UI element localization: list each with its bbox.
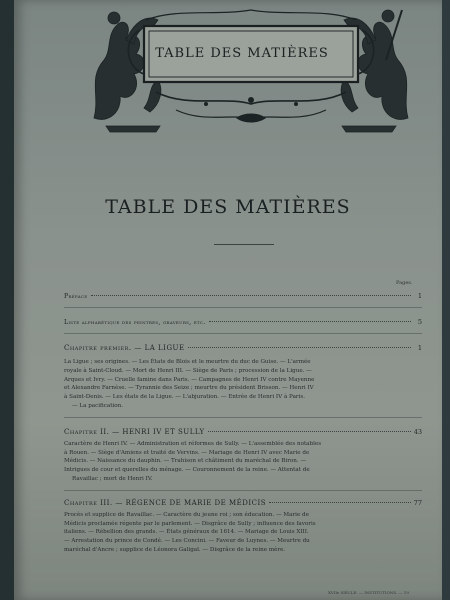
toc-separator: [64, 490, 422, 491]
chapter-summary: [64, 358, 422, 411]
page-footer: XVIIe SIÈCLE. — INSTITUTIONS. — 19: [328, 590, 409, 595]
pages-column-label: Pages.: [396, 280, 413, 286]
toc-page-number: 1: [417, 292, 422, 300]
page-title: TABLE DES MATIÈRES: [105, 196, 351, 218]
chapter-summary: [64, 511, 422, 555]
toc-chapter[interactable]: [64, 344, 422, 411]
chapter-summary: [64, 440, 422, 484]
title-divider: [214, 244, 274, 245]
summary-line: Arques et Ivry. — Cruelle famine dans Paris. — Campagnes de Henri IV contre Mayenne: [64, 376, 315, 383]
summary-line: à Saint-Denis. — Les états de la Ligue. — L'abjuration. — Entrée de Henri IV à Paris.: [64, 394, 306, 401]
toc-page-number: 1: [417, 344, 422, 352]
dot-leader: [269, 502, 411, 503]
summary-line: Médicis. — Naissance du dauphin. — Trahison et châtiment du maréchal de Biron. —: [64, 458, 307, 465]
book-page: [14, 0, 442, 600]
dot-leader: [91, 295, 412, 296]
summary-line: et Alexandre Farnèse. — Tyrannie des Seize ; meurtre du président Brisson. — Henri IV: [64, 385, 314, 392]
summary-line: italiens. — Rébellion des grands. — États généraux de 1614. — Mariage de Louis XIII.: [64, 529, 309, 536]
summary-line: maréchal d'Ancre ; supplice de Léonora Galigaï. — Disgrâce de la reine mère.: [64, 546, 286, 553]
toc-page-number: 77: [413, 498, 422, 507]
toc-entry-title: Liste alphabétique des peintres, graveurs, etc.: [64, 319, 206, 326]
toc-separator: [64, 307, 422, 308]
summary-line: Médicis proclamée régente par le parlement. — Disgrâce de Sully ; influence des favoris: [64, 520, 316, 527]
summary-line: La Ligue ; ses origines. — Les États de Blois et le meurtre du duc de Guise. — L'armée: [64, 359, 311, 365]
toc-separator: [64, 417, 422, 418]
vignette-title: TABLE DES MATIÈRES: [155, 45, 329, 61]
toc-separator: [64, 333, 422, 334]
book-spine: [0, 0, 14, 600]
dot-leader: [208, 431, 411, 432]
toc-chapter[interactable]: [64, 428, 422, 484]
chapter-title: Chapitre premier. — LA LIGUE: [64, 344, 185, 352]
summary-line: à Rouen. — Siège d'Amiens et traité de Vervins. — Mariage de Henri IV avec Marie de: [64, 449, 310, 456]
summary-line: — Arrestation du prince de Condé. — Les Concini. — Faveur de Luynes. — Meurtre du: [64, 538, 310, 545]
summary-line: royale à Saint-Cloud. — Mort de Henri III. — Siège de Paris ; procession de la Ligue. —: [64, 367, 312, 374]
chapter-title: Chapitre II. — HENRI IV ET SULLY: [64, 427, 205, 436]
summary-line: — La pacification.: [72, 402, 124, 409]
summary-line: Caractère de Henri IV. — Administration et réformes de Sully. — L'assemblée des notables: [64, 440, 322, 447]
summary-line: Procès et supplice de Ravaillac. — Caractère du jeune roi ; son éducation. — Marie de: [64, 511, 309, 518]
summary-line: Intrigues de cour et querelles du ménage. — Couronnement de la reine. — Attentat de: [64, 467, 310, 474]
summary-line: Ravaillac ; mort de Henri IV.: [72, 475, 153, 482]
toc-entry[interactable]: [64, 292, 422, 301]
dot-leader: [188, 347, 411, 348]
toc-entry[interactable]: [64, 318, 422, 327]
dot-leader: [209, 321, 411, 322]
toc-page-number: 5: [417, 318, 422, 326]
toc-entry-title: Préface: [64, 293, 88, 300]
toc-page-number: 43: [413, 427, 422, 436]
chapter-title: Chapitre III. — RÉGENCE DE MARIE DE MÉDICIS: [64, 498, 267, 507]
toc-chapter[interactable]: [64, 499, 422, 555]
table-of-contents: [64, 284, 422, 555]
